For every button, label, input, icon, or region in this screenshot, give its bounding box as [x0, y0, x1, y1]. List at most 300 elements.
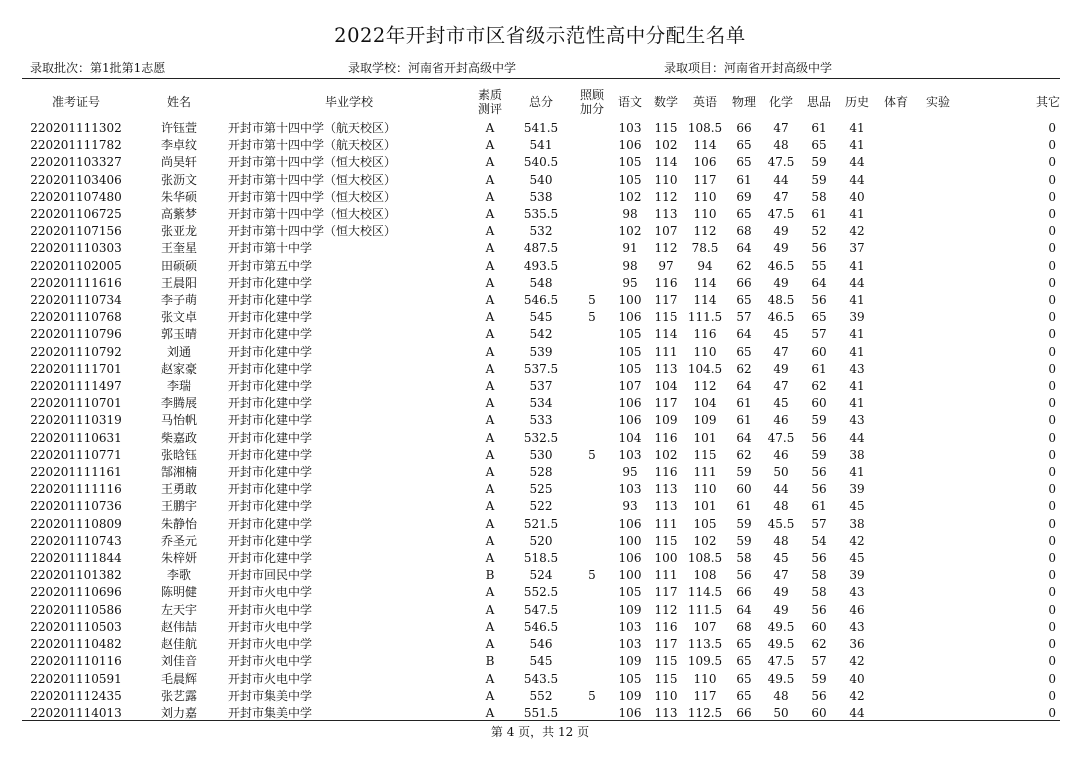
cell-math: 109 — [654, 413, 678, 428]
cell-chinese: 104 — [618, 430, 642, 445]
cell-english: 94 — [697, 258, 713, 273]
cell-grad: 开封市化建中学 — [228, 447, 313, 462]
cell-chinese: 105 — [618, 585, 642, 600]
cell-chinese: 103 — [618, 637, 642, 652]
cell-other: 0 — [1048, 155, 1056, 170]
cell-history: 45 — [849, 551, 865, 566]
cell-math: 110 — [654, 688, 678, 703]
table-row — [22, 481, 1060, 498]
cell-chinese: 98 — [622, 258, 638, 273]
table-row — [22, 137, 1060, 154]
column-header-physics: 物理 — [731, 95, 756, 109]
cell-quality: A — [485, 551, 495, 566]
cell-quality: A — [485, 361, 495, 376]
cell-lab — [916, 223, 960, 240]
cell-math: 116 — [654, 465, 678, 480]
cell-total: 525 — [529, 482, 553, 497]
cell-quality: A — [485, 516, 495, 531]
cell-pe — [876, 653, 916, 670]
cell-id: 220201101382 — [30, 568, 122, 583]
cell-chemistry: 49.5 — [767, 619, 795, 634]
cell-other: 0 — [1048, 138, 1056, 153]
cell-physics: 61 — [736, 413, 752, 428]
cell-chinese: 106 — [618, 516, 642, 531]
cell-lab — [916, 120, 960, 137]
cell-name: 李歌 — [166, 568, 191, 583]
cell-total: 541 — [529, 138, 553, 153]
cell-chinese: 103 — [618, 482, 642, 497]
cell-total: 538 — [529, 189, 553, 204]
cell-chemistry: 48 — [773, 138, 789, 153]
cell-math: 115 — [654, 121, 678, 135]
cell-bonus — [572, 464, 612, 481]
cell-total: 546.5 — [523, 619, 559, 634]
cell-history: 37 — [849, 241, 865, 256]
cell-physics: 62 — [736, 447, 752, 462]
cell-math: 116 — [654, 430, 678, 445]
cell-english: 116 — [693, 327, 717, 342]
cell-bonus — [572, 361, 612, 378]
cell-chinese: 98 — [622, 207, 638, 222]
column-header-pe: 体育 — [883, 95, 908, 109]
cell-name: 马怡帆 — [160, 413, 197, 428]
cell-politics: 56 — [811, 688, 827, 703]
cell-history: 41 — [849, 121, 865, 135]
cell-pe — [876, 498, 916, 515]
cell-total: 522 — [529, 499, 553, 514]
cell-quality: A — [485, 585, 495, 600]
cell-name: 乔圣元 — [160, 533, 197, 548]
table-header — [22, 84, 1060, 120]
cell-math: 113 — [654, 361, 678, 376]
cell-math: 116 — [654, 619, 678, 634]
cell-chinese: 106 — [618, 705, 642, 720]
cell-physics: 59 — [736, 516, 752, 531]
cell-total: 543.5 — [523, 671, 559, 686]
cell-chemistry: 47 — [773, 121, 789, 135]
cell-politics: 61 — [811, 361, 827, 376]
cell-chinese: 100 — [618, 293, 642, 308]
cell-lab — [916, 516, 960, 533]
cell-id: 220201111616 — [30, 275, 122, 290]
cell-total: 548 — [529, 275, 553, 290]
cell-pe — [876, 154, 916, 171]
cell-pe — [876, 412, 916, 429]
cell-politics: 61 — [811, 499, 827, 514]
cell-pe — [876, 671, 916, 688]
cell-bonus — [572, 172, 612, 189]
cell-name: 王鹏宇 — [160, 499, 197, 514]
cell-other: 0 — [1048, 499, 1056, 514]
cell-name: 陈明健 — [160, 585, 197, 600]
cell-other: 0 — [1048, 568, 1056, 583]
cell-politics: 64 — [811, 275, 827, 290]
cell-history: 39 — [849, 482, 865, 497]
table-row — [22, 602, 1060, 619]
cell-name: 朱华硕 — [160, 189, 197, 204]
cell-history: 41 — [849, 207, 865, 222]
cell-politics: 57 — [811, 654, 827, 669]
cell-history: 42 — [849, 688, 865, 703]
cell-grad: 开封市第十中学 — [228, 241, 313, 256]
cell-name: 左天宇 — [160, 602, 197, 617]
cell-physics: 60 — [736, 482, 752, 497]
cell-chinese: 105 — [618, 172, 642, 187]
cell-politics: 58 — [811, 189, 827, 204]
cell-quality: A — [485, 327, 495, 342]
cell-name: 尚昊轩 — [160, 155, 197, 170]
cell-grad: 开封市化建中学 — [228, 482, 313, 497]
cell-grad: 开封市第五中学 — [228, 258, 313, 273]
cell-physics: 62 — [736, 258, 752, 273]
cell-pe — [876, 378, 916, 395]
cell-history: 43 — [849, 585, 865, 600]
cell-politics: 57 — [811, 516, 827, 531]
cell-lab — [916, 137, 960, 154]
cell-total: 546 — [529, 637, 553, 652]
cell-quality: A — [485, 207, 495, 222]
cell-physics: 64 — [736, 602, 752, 617]
cell-lab — [916, 189, 960, 206]
cell-english: 108 — [693, 568, 717, 583]
cell-total: 520 — [529, 533, 553, 548]
table-row — [22, 498, 1060, 515]
cell-english: 114 — [693, 138, 717, 153]
cell-total: 534 — [529, 396, 553, 411]
cell-chemistry: 49 — [773, 602, 789, 617]
cell-grad: 开封市火电中学 — [228, 585, 313, 600]
cell-name: 刘通 — [166, 344, 191, 359]
cell-grad: 开封市化建中学 — [228, 310, 313, 325]
table-row — [22, 636, 1060, 653]
cell-quality: A — [485, 413, 495, 428]
cell-chinese: 109 — [618, 602, 642, 617]
cell-id: 220201110734 — [30, 293, 122, 308]
cell-other: 0 — [1048, 241, 1056, 256]
cell-name: 李腾展 — [160, 396, 197, 411]
cell-chinese: 105 — [618, 327, 642, 342]
cell-chemistry: 47.5 — [767, 207, 795, 222]
cell-id: 220201110736 — [30, 499, 122, 514]
cell-grad: 开封市化建中学 — [228, 413, 313, 428]
cell-chemistry: 46 — [773, 447, 789, 462]
cell-total: 524 — [529, 568, 553, 583]
cell-bonus: 5 — [588, 310, 596, 325]
cell-chemistry: 50 — [773, 705, 789, 720]
cell-chinese: 103 — [618, 619, 642, 634]
table-row — [22, 395, 1060, 412]
cell-english: 108.5 — [687, 121, 723, 135]
cell-id: 220201111844 — [30, 551, 122, 566]
cell-history: 41 — [849, 327, 865, 342]
cell-pe — [876, 137, 916, 154]
cell-grad: 开封市火电中学 — [228, 619, 313, 634]
table-row — [22, 412, 1060, 429]
cell-bonus — [572, 275, 612, 292]
cell-bonus: 5 — [588, 688, 596, 703]
table-row — [22, 516, 1060, 533]
cell-english: 110 — [693, 344, 717, 359]
cell-politics: 56 — [811, 241, 827, 256]
cell-id: 220201110631 — [30, 430, 122, 445]
cell-lab — [916, 498, 960, 515]
cell-chemistry: 48 — [773, 499, 789, 514]
cell-lab — [916, 395, 960, 412]
cell-physics: 66 — [736, 275, 752, 290]
cell-chemistry: 47 — [773, 344, 789, 359]
cell-other: 0 — [1048, 447, 1056, 462]
cell-quality: A — [485, 258, 495, 273]
cell-id: 220201110591 — [30, 671, 122, 686]
cell-english: 111 — [693, 465, 717, 480]
table-row — [22, 361, 1060, 378]
cell-chinese: 91 — [622, 241, 638, 256]
cell-politics: 62 — [811, 637, 827, 652]
page-title: 2022年开封市市区省级示范性高中分配生名单 — [334, 24, 746, 47]
table-row — [22, 688, 1060, 705]
cell-pe — [876, 223, 916, 240]
cell-physics: 62 — [736, 361, 752, 376]
column-header-id: 准考证号 — [51, 95, 100, 109]
cell-lab — [916, 309, 960, 326]
cell-total: 545 — [529, 310, 553, 325]
student-table — [22, 84, 1060, 722]
cell-history: 36 — [849, 637, 865, 652]
cell-pe — [876, 516, 916, 533]
cell-id: 220201110809 — [30, 516, 122, 531]
cell-id: 220201111302 — [30, 121, 122, 135]
cell-total: 546.5 — [523, 293, 559, 308]
cell-id: 220201102005 — [30, 258, 122, 273]
cell-chemistry: 48.5 — [767, 293, 795, 308]
cell-history: 38 — [849, 447, 865, 462]
cell-math: 117 — [654, 637, 678, 652]
cell-politics: 59 — [811, 172, 827, 187]
cell-politics: 65 — [811, 138, 827, 153]
cell-grad: 开封市集美中学 — [228, 688, 313, 703]
cell-chemistry: 49 — [773, 275, 789, 290]
cell-politics: 62 — [811, 379, 827, 394]
cell-bonus — [572, 378, 612, 395]
cell-name: 郭玉晴 — [160, 327, 197, 342]
cell-total: 533 — [529, 413, 553, 428]
cell-quality: A — [485, 705, 495, 720]
cell-history: 46 — [849, 602, 865, 617]
cell-lab — [916, 619, 960, 636]
cell-chemistry: 47.5 — [767, 654, 795, 669]
cell-chinese: 106 — [618, 396, 642, 411]
cell-name: 朱梓妍 — [160, 551, 197, 566]
cell-pe — [876, 447, 916, 464]
cell-math: 112 — [654, 241, 678, 256]
cell-other: 0 — [1048, 396, 1056, 411]
cell-id: 220201110768 — [30, 310, 122, 325]
admission-batch: 录取批次：第1批第1志愿 — [30, 61, 166, 75]
cell-pe — [876, 240, 916, 257]
cell-chemistry: 47.5 — [767, 155, 795, 170]
cell-id: 220201111701 — [30, 361, 122, 376]
cell-lab — [916, 172, 960, 189]
cell-lab — [916, 240, 960, 257]
cell-chinese: 102 — [618, 224, 642, 239]
column-header-name: 姓名 — [166, 95, 191, 109]
cell-chinese: 103 — [618, 447, 642, 462]
cell-chinese: 106 — [618, 138, 642, 153]
cell-lab — [916, 361, 960, 378]
cell-other: 0 — [1048, 327, 1056, 342]
cell-total: 530 — [529, 447, 553, 462]
cell-other: 0 — [1048, 258, 1056, 273]
cell-physics: 61 — [736, 172, 752, 187]
cell-politics: 60 — [811, 705, 827, 720]
cell-math: 113 — [654, 705, 678, 720]
cell-name: 李子萌 — [160, 293, 197, 308]
cell-quality: A — [485, 121, 495, 135]
cell-history: 44 — [849, 430, 865, 445]
cell-name: 张艺露 — [160, 688, 197, 703]
cell-english: 104 — [693, 396, 717, 411]
cell-quality: A — [485, 533, 495, 548]
cell-english: 104.5 — [687, 361, 723, 376]
cell-quality: A — [485, 138, 495, 153]
cell-other: 0 — [1048, 585, 1056, 600]
cell-math: 97 — [658, 258, 674, 273]
cell-quality: A — [485, 499, 495, 514]
cell-politics: 54 — [811, 533, 827, 548]
cell-quality: A — [485, 172, 495, 187]
cell-other: 0 — [1048, 310, 1056, 325]
cell-total: 532 — [529, 224, 553, 239]
table-row — [22, 619, 1060, 636]
cell-chinese: 107 — [618, 379, 642, 394]
cell-math: 100 — [654, 551, 678, 566]
cell-id: 220201110303 — [30, 241, 122, 256]
cell-quality: A — [485, 465, 495, 480]
table-row — [22, 464, 1060, 481]
cell-math: 111 — [654, 516, 678, 531]
cell-id: 220201110796 — [30, 327, 122, 342]
cell-id: 220201110743 — [30, 533, 122, 548]
bottom-rule — [22, 720, 1060, 721]
cell-math: 115 — [654, 654, 678, 669]
table-row — [22, 292, 1060, 309]
cell-math: 114 — [654, 327, 678, 342]
cell-english: 114.5 — [687, 585, 723, 600]
cell-chemistry: 48 — [773, 688, 789, 703]
cell-name: 许钰萱 — [160, 121, 197, 135]
cell-name: 张亚龙 — [160, 224, 197, 239]
cell-quality: A — [485, 619, 495, 634]
cell-history: 41 — [849, 465, 865, 480]
cell-lab — [916, 326, 960, 343]
cell-pe — [876, 258, 916, 275]
cell-name: 朱静怡 — [160, 516, 197, 531]
cell-name: 田硕硕 — [160, 258, 197, 273]
cell-other: 0 — [1048, 705, 1056, 720]
cell-history: 44 — [849, 155, 865, 170]
table-row — [22, 378, 1060, 395]
cell-lab — [916, 671, 960, 688]
column-header-quality: 素质 测评 — [477, 88, 502, 116]
cell-pe — [876, 602, 916, 619]
cell-english: 101 — [693, 499, 717, 514]
cell-quality: A — [485, 447, 495, 462]
cell-english: 101 — [693, 430, 717, 445]
table-row — [22, 223, 1060, 240]
cell-grad: 开封市火电中学 — [228, 602, 313, 617]
cell-lab — [916, 602, 960, 619]
cell-total: 552 — [529, 688, 553, 703]
column-header-grad: 毕业学校 — [324, 95, 373, 109]
cell-lab — [916, 447, 960, 464]
admission-school: 录取学校：河南省开封高级中学 — [348, 61, 517, 75]
cell-physics: 56 — [736, 568, 752, 583]
cell-grad: 开封市化建中学 — [228, 551, 313, 566]
cell-physics: 61 — [736, 396, 752, 411]
cell-id: 220201110319 — [30, 413, 122, 428]
cell-lab — [916, 154, 960, 171]
cell-math: 113 — [654, 482, 678, 497]
cell-history: 41 — [849, 396, 865, 411]
cell-english: 111.5 — [687, 310, 723, 325]
cell-bonus — [572, 223, 612, 240]
cell-bonus — [572, 206, 612, 223]
cell-total: 537.5 — [523, 361, 559, 376]
cell-english: 109.5 — [687, 654, 723, 669]
cell-pe — [876, 344, 916, 361]
cell-lab — [916, 206, 960, 223]
cell-politics: 65 — [811, 310, 827, 325]
cell-english: 114 — [693, 275, 717, 290]
cell-pe — [876, 275, 916, 292]
cell-english: 108.5 — [687, 551, 723, 566]
cell-bonus — [572, 653, 612, 670]
cell-history: 43 — [849, 619, 865, 634]
cell-quality: A — [485, 189, 495, 204]
cell-total: 537 — [529, 379, 553, 394]
column-header-chinese: 语文 — [617, 95, 642, 109]
cell-lab — [916, 258, 960, 275]
cell-physics: 65 — [736, 207, 752, 222]
cell-physics: 65 — [736, 293, 752, 308]
table-row — [22, 120, 1060, 137]
cell-pe — [876, 206, 916, 223]
cell-id: 220201106725 — [30, 207, 122, 222]
cell-id: 220201103406 — [30, 172, 122, 187]
cell-bonus — [572, 120, 612, 137]
cell-total: 518.5 — [523, 551, 559, 566]
cell-grad: 开封市第十四中学（恒大校区） — [228, 172, 397, 187]
cell-total: 535.5 — [523, 207, 559, 222]
cell-pe — [876, 550, 916, 567]
cell-physics: 66 — [736, 585, 752, 600]
cell-other: 0 — [1048, 344, 1056, 359]
cell-bonus — [572, 533, 612, 550]
cell-lab — [916, 533, 960, 550]
cell-history: 39 — [849, 568, 865, 583]
cell-history: 40 — [849, 671, 865, 686]
cell-history: 41 — [849, 293, 865, 308]
cell-chinese: 106 — [618, 413, 642, 428]
cell-total: 521.5 — [523, 516, 559, 531]
cell-chinese: 109 — [618, 654, 642, 669]
cell-name: 刘力嘉 — [160, 705, 197, 720]
cell-id: 220201111782 — [30, 138, 122, 153]
cell-chinese: 109 — [618, 688, 642, 703]
cell-bonus — [572, 412, 612, 429]
cell-history: 41 — [849, 379, 865, 394]
cell-name: 柴嘉政 — [160, 430, 197, 445]
